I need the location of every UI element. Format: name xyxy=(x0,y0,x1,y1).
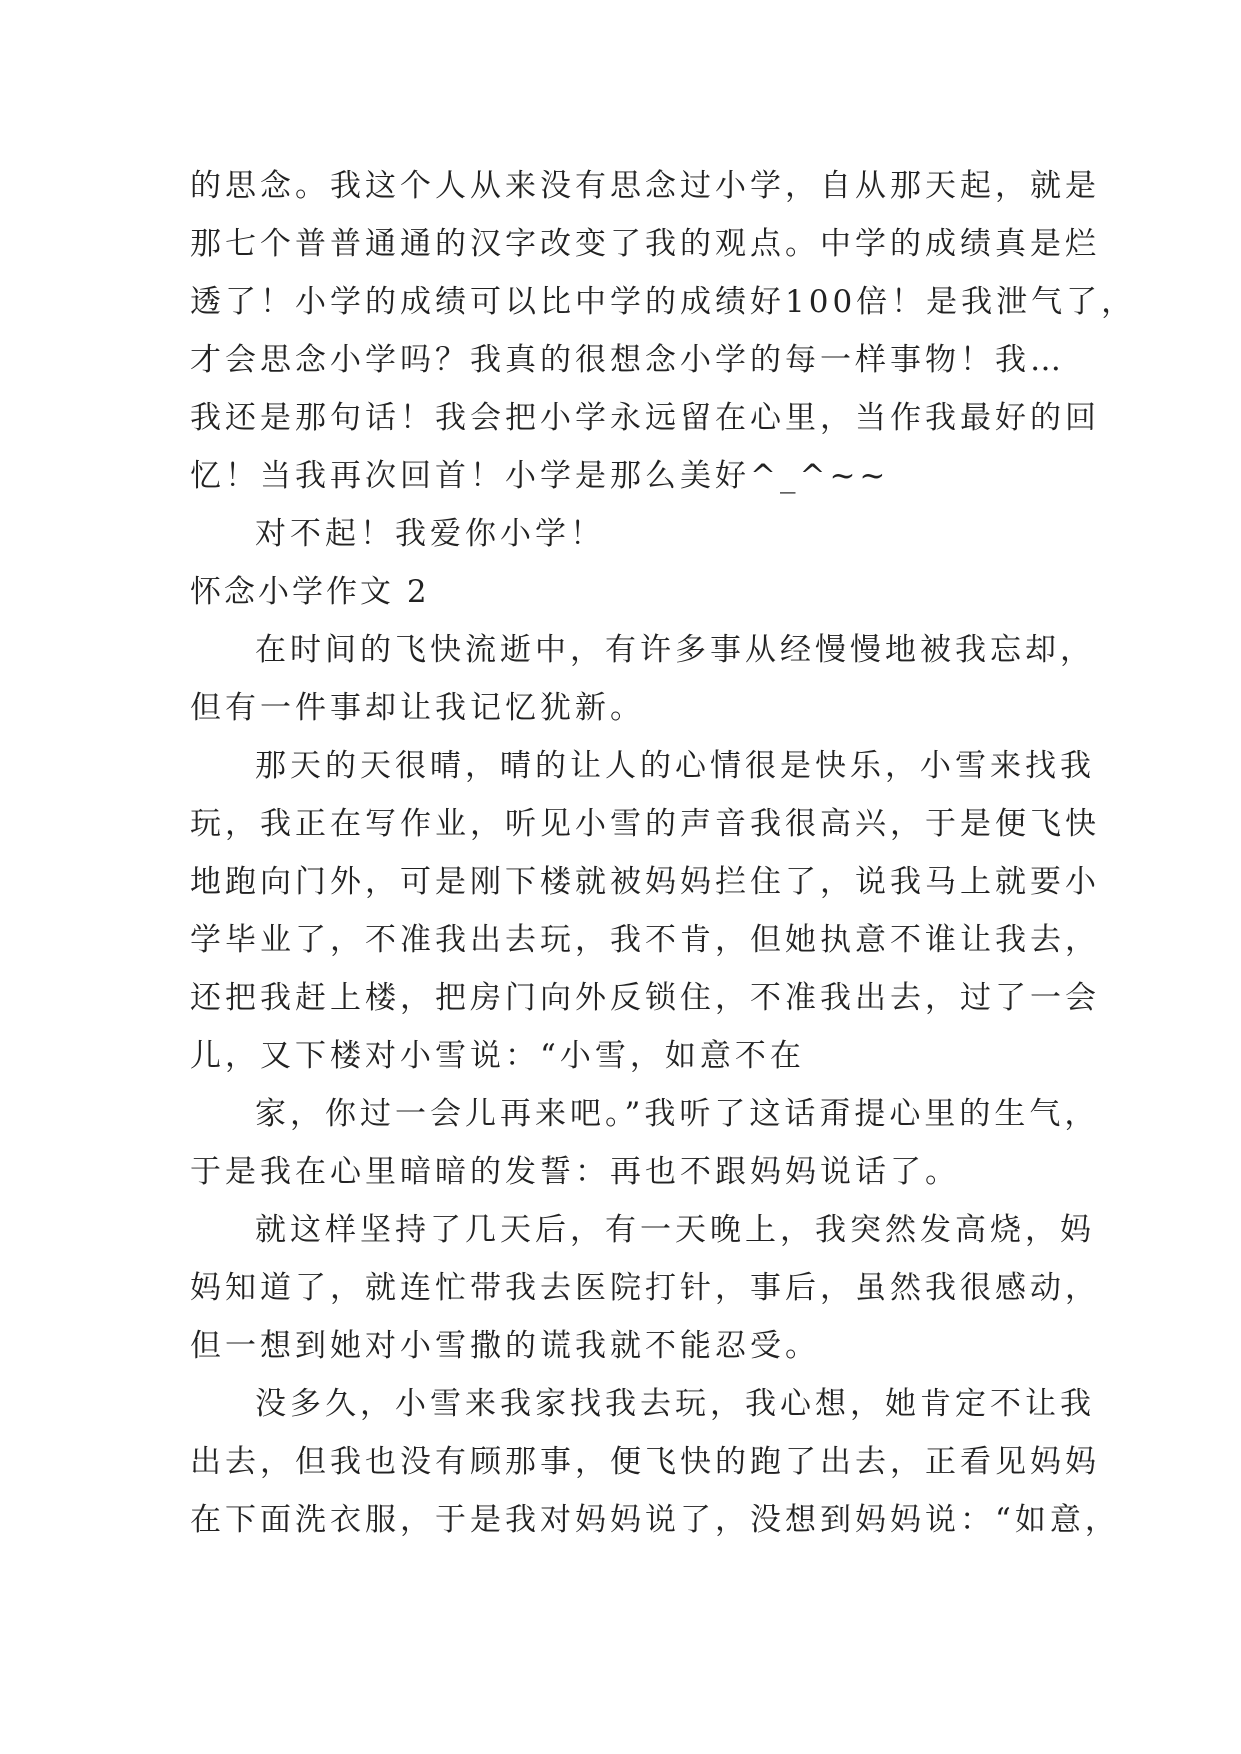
text-line: 于是我在心里暗暗的发誓：再也不跟妈妈说话了。 xyxy=(190,1154,960,1190)
text-line: 那七个普普通通的汉字改变了我的观点。中学的成绩真是烂 xyxy=(190,226,1100,262)
text-line: 那天的天很晴，晴的让人的心情很是快乐，小雪来找我 xyxy=(255,748,1095,784)
text-line: 但一想到她对小雪撒的谎我就不能忍受。 xyxy=(190,1328,820,1364)
section-heading: 怀念小学作文 2 xyxy=(190,574,430,610)
text-line: 就这样坚持了几天后，有一天晚上，我突然发高烧，妈 xyxy=(255,1212,1095,1248)
text-line: 透了！小学的成绩可以比中学的成绩好100倍！是我泄气了， xyxy=(190,284,1137,320)
text-line: 我还是那句话！我会把小学永远留在心里，当作我最好的回 xyxy=(190,400,1100,436)
text-line: 对不起！我爱你小学！ xyxy=(255,516,605,552)
text-line: 还把我赶上楼，把房门向外反锁住，不准我出去，过了一会 xyxy=(190,980,1100,1016)
text-line: 家，你过一会儿再来吧。”我听了这话甭提心里的生气， xyxy=(255,1096,1100,1132)
text-line: 没多久，小雪来我家找我去玩，我心想，她肯定不让我 xyxy=(255,1386,1095,1422)
text-line: 忆！当我再次回首！小学是那么美好^_^~~ xyxy=(190,458,890,494)
text-line: 妈知道了，就连忙带我去医院打针，事后，虽然我很感动， xyxy=(190,1270,1100,1306)
text-line: 在下面洗衣服，于是我对妈妈说了，没想到妈妈说：“如意， xyxy=(190,1502,1120,1538)
text-line: 玩，我正在写作业，听见小雪的声音我很高兴，于是便飞快 xyxy=(190,806,1100,842)
text-line: 地跑向门外，可是刚下楼就被妈妈拦住了，说我马上就要小 xyxy=(190,864,1100,900)
text-line: 在时间的飞快流逝中，有许多事从经慢慢地被我忘却， xyxy=(255,632,1095,668)
text-line: 才会思念小学吗？我真的很想念小学的每一样事物！我… xyxy=(190,342,1065,378)
text-line: 学毕业了，不准我出去玩，我不肯，但她执意不谁让我去， xyxy=(190,922,1100,958)
text-line: 但有一件事却让我记忆犹新。 xyxy=(190,690,645,726)
text-line: 出去，但我也没有顾那事，便飞快的跑了出去，正看见妈妈 xyxy=(190,1444,1100,1480)
text-line: 的思念。我这个人从来没有思念过小学，自从那天起，就是 xyxy=(190,168,1100,204)
text-line: 儿，又下楼对小雪说：“小雪，如意不在 xyxy=(190,1038,805,1074)
